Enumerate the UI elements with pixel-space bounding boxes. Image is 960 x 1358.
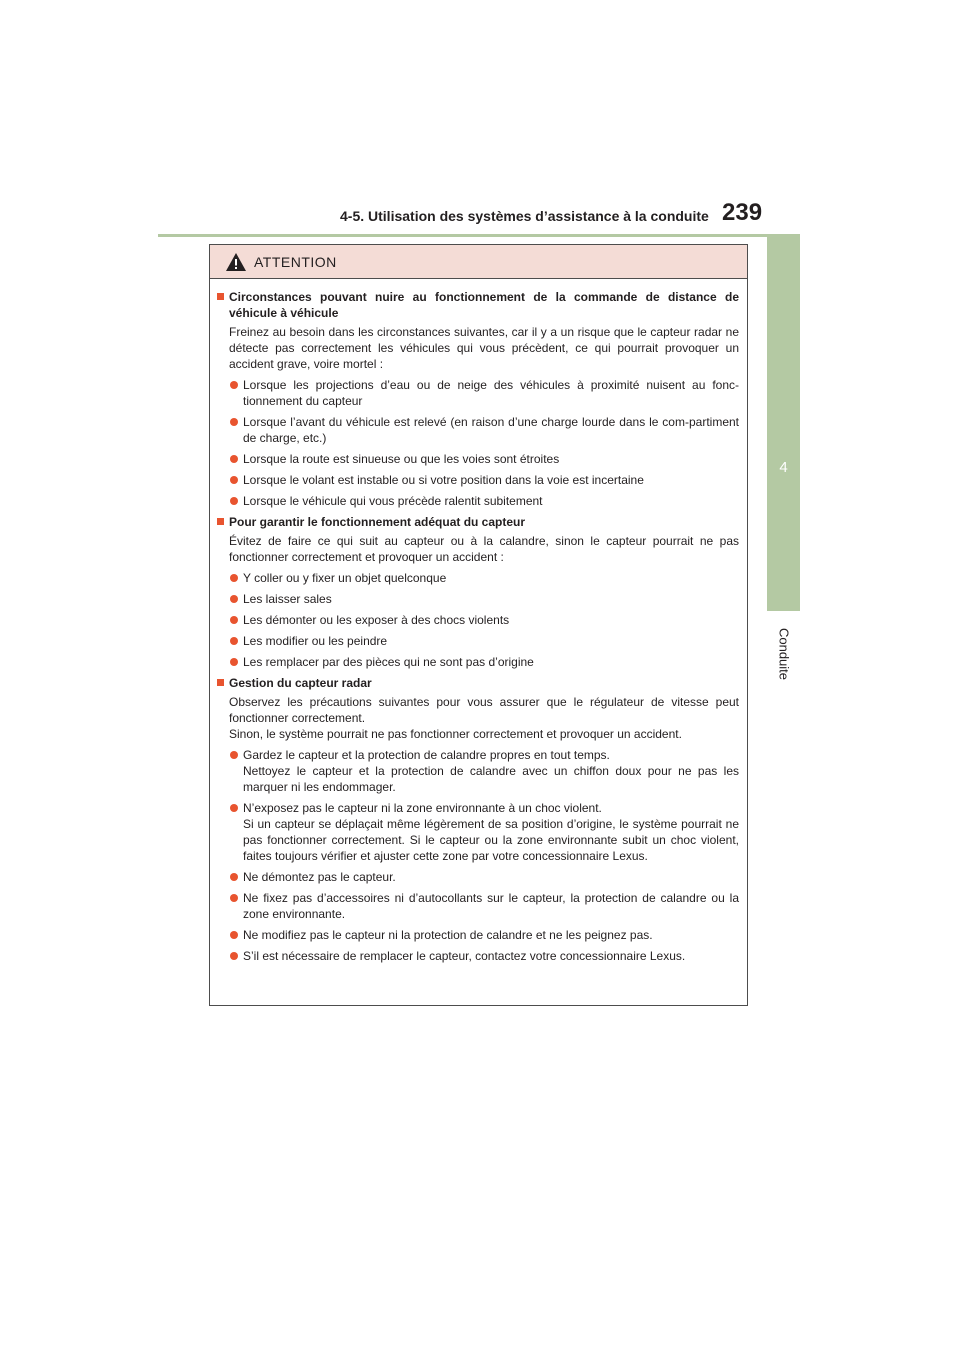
- bullet-text: Lorsque la route est sinueuse ou que les voies sont étroites: [243, 452, 560, 466]
- section-title: Gestion du capteur radar: [229, 676, 372, 690]
- round-bullet-icon: [230, 616, 238, 624]
- bullet-text: Y coller ou y fixer un objet quelconque: [243, 571, 447, 585]
- section-intro: [229, 533, 739, 565]
- bullet-item: [229, 747, 739, 795]
- bullet-item: [229, 472, 739, 488]
- round-bullet-icon: [230, 751, 238, 759]
- bullet-text: Si un capteur se déplaçait même légèrement de sa position d’origine, le système pourrait ne pas fonctionner correctement. Si le capteur ou la zone environnante subit un choc violent, faites toujours vérifier et ajuster cette zone par votre concessionnaire Lexus.: [243, 817, 739, 863]
- bullet-item: [229, 633, 739, 649]
- bullet-item: [229, 451, 739, 467]
- square-bullet-icon: [217, 518, 224, 525]
- section-title: Circonstances pouvant nuire au fonctionnement de la commande de distance de véhicule à véhicule: [229, 290, 739, 320]
- intro-line: Évitez de faire ce qui suit au capteur ou à la calandre, sinon le capteur pourrait ne pas fonctionner correctement et provoquer un accident :: [229, 534, 739, 564]
- chapter-number: 4: [779, 459, 788, 476]
- round-bullet-icon: [230, 595, 238, 603]
- bullet-item: [229, 591, 739, 607]
- round-bullet-icon: [230, 931, 238, 939]
- chapter-label: [769, 614, 799, 694]
- section-intro: [229, 324, 739, 372]
- page-number: 239: [722, 199, 763, 226]
- bullet-item: [229, 654, 739, 670]
- intro-line: Freinez au besoin dans les circonstances suivantes, car il y a un risque que le capteur radar ne détecte pas correctement les véhicules qui vous précèdent, ce qui pourrait provoquer un accident grave, voire mortel :: [229, 325, 739, 371]
- bullet-text: Lorsque le volant est instable ou si votre position dans la voie est incertaine: [243, 473, 644, 487]
- warning-section: [217, 675, 739, 964]
- bullet-text: Les remplacer par des pièces qui ne sont pas d’origine: [243, 655, 534, 669]
- bullet-text: Lorsque l’avant du véhicule est relevé (en raison d’une charge lourde dans le com-partiment de charge, etc.): [243, 415, 739, 445]
- round-bullet-icon: [230, 658, 238, 666]
- warning-triangle-icon: [225, 252, 247, 272]
- round-bullet-icon: [230, 418, 238, 426]
- header-divider: [158, 234, 800, 237]
- round-bullet-icon: [230, 574, 238, 582]
- bullet-item: [229, 570, 739, 586]
- bullet-item: [229, 869, 739, 885]
- bullet-text: Nettoyez le capteur et la protection de calandre avec un chiffon doux pour ne pas les marquer ni les endommager.: [243, 764, 739, 794]
- round-bullet-icon: [230, 952, 238, 960]
- round-bullet-icon: [230, 804, 238, 812]
- bullet-item: [229, 927, 739, 943]
- round-bullet-icon: [230, 455, 238, 463]
- intro-line: Observez les précautions suivantes pour vous assurer que le régulateur de vitesse peut fonctionner correctement.: [229, 695, 739, 725]
- section-header-title: 4-5. Utilisation des systèmes d’assistance à la conduite: [340, 208, 709, 224]
- bullet-item: [229, 948, 739, 964]
- bullet-text: Ne modifiez pas le capteur ni la protection de calandre et ne les peignez pas.: [243, 928, 653, 942]
- bullet-item: [229, 612, 739, 628]
- section-intro: [229, 694, 739, 742]
- bullet-text: Ne fixez pas d’accessoires ni d’autocollants sur le capteur, la protection de calandre ou la zone environnante.: [243, 891, 739, 921]
- warning-content: [210, 279, 747, 964]
- warning-section: [217, 289, 739, 509]
- round-bullet-icon: [230, 476, 238, 484]
- section-title: Pour garantir le fonctionnement adéquat du capteur: [229, 515, 526, 529]
- bullet-item: [229, 800, 739, 864]
- bullet-item: [229, 890, 739, 922]
- bullet-text: N’exposez pas le capteur ni la zone environnante à un choc violent.: [243, 801, 602, 815]
- bullet-text: Lorsque les projections d’eau ou de neige des véhicules à proximité nuisent au fonc-tionnement du capteur: [243, 378, 739, 408]
- chapter-tab: [767, 237, 800, 611]
- round-bullet-icon: [230, 497, 238, 505]
- round-bullet-icon: [230, 637, 238, 645]
- square-bullet-icon: [217, 679, 224, 686]
- bullet-item: [229, 377, 739, 409]
- round-bullet-icon: [230, 873, 238, 881]
- bullet-text: Les modifier ou les peindre: [243, 634, 388, 648]
- warning-section: [217, 514, 739, 670]
- warning-box: [209, 244, 748, 1006]
- intro-line: Sinon, le système pourrait ne pas fonctionner correctement et provoquer un accident.: [229, 727, 682, 741]
- round-bullet-icon: [230, 894, 238, 902]
- bullet-text: Gardez le capteur et la protection de calandre propres en tout temps.: [243, 748, 610, 762]
- bullet-text: S’il est nécessaire de remplacer le capteur, contactez votre concessionnaire Lexus.: [243, 949, 686, 963]
- bullet-item: [229, 493, 739, 509]
- square-bullet-icon: [217, 293, 224, 300]
- warning-title: ATTENTION: [254, 253, 337, 270]
- bullet-text: Lorsque le véhicule qui vous précède ralentit subitement: [243, 494, 543, 508]
- bullet-text: Les démonter ou les exposer à des chocs violents: [243, 613, 510, 627]
- bullet-item: [229, 414, 739, 446]
- bullet-text: Les laisser sales: [243, 592, 332, 606]
- chapter-label-text: Conduite: [776, 627, 792, 681]
- warning-header: [210, 245, 747, 279]
- bullet-text: Ne démontez pas le capteur.: [243, 870, 396, 884]
- round-bullet-icon: [230, 381, 238, 389]
